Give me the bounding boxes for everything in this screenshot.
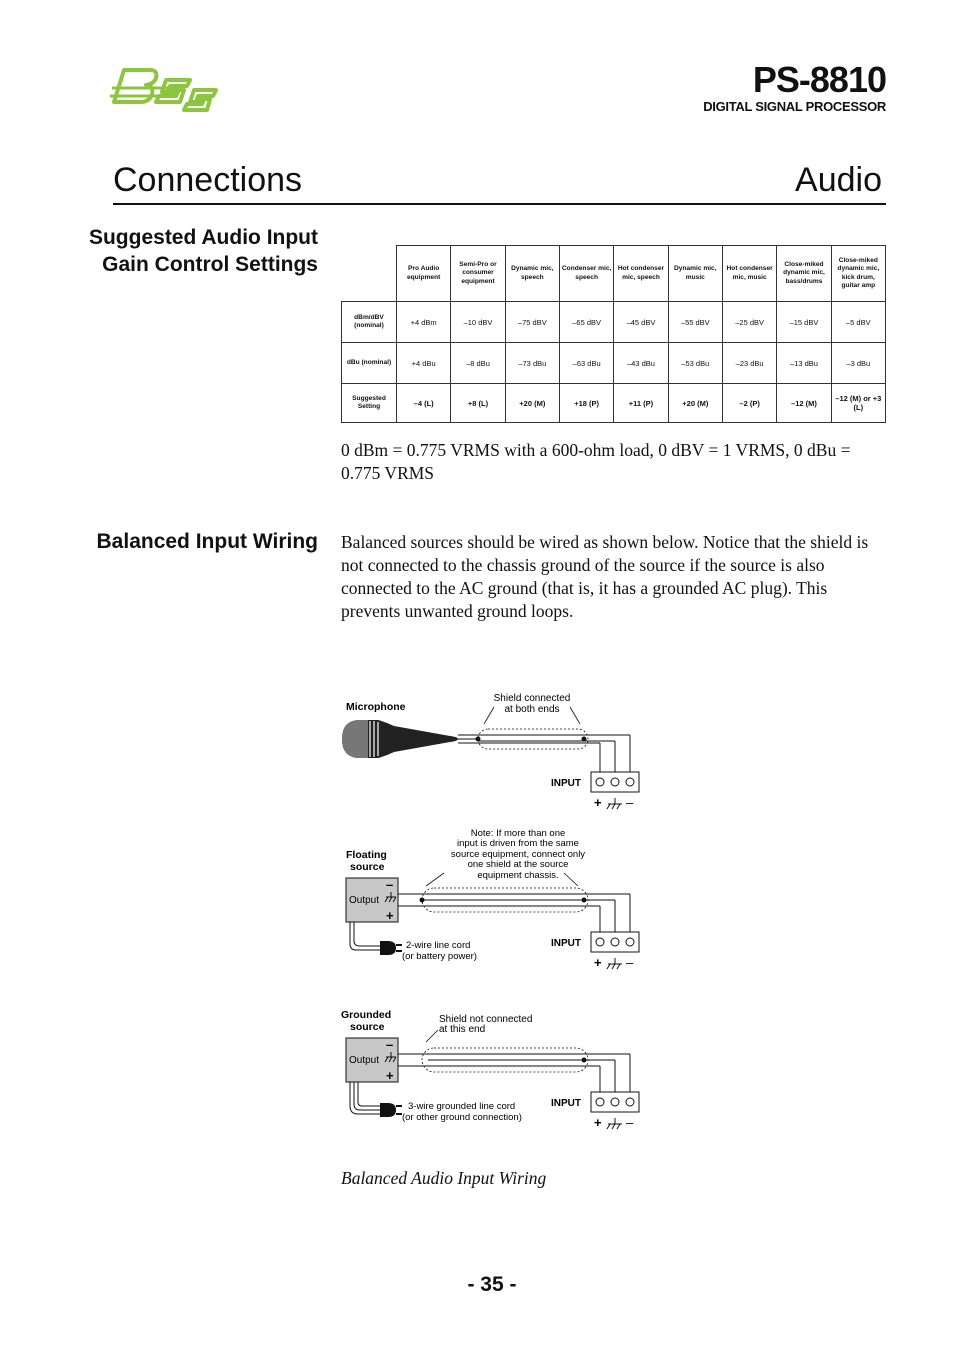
page-number: - 35 -	[467, 1273, 517, 1296]
table-cell: –12 (M) or +3 (L)	[831, 384, 885, 423]
table-cell: –63 dBu	[559, 343, 613, 384]
table-cell: –23 dBu	[722, 343, 776, 384]
terminal-plus: +	[594, 795, 602, 810]
input-label: INPUT	[551, 1098, 581, 1109]
grounded-label: Grounded	[341, 1009, 392, 1021]
microphone-icon	[342, 720, 458, 758]
floating-label: source	[350, 861, 385, 873]
table-cell: –15 dBV	[777, 302, 831, 343]
column-header: Hot condenser mic, music	[722, 246, 776, 302]
table-corner	[342, 246, 397, 302]
table-cell: +4 dBm	[397, 302, 451, 343]
column-header: Pro Audio equipment	[397, 246, 451, 302]
mic-label: Microphone	[346, 701, 406, 713]
input-terminal-block	[591, 772, 639, 792]
table-cell: +8 (L)	[451, 384, 505, 423]
balanced-wiring-heading: Balanced Input Wiring	[96, 530, 318, 553]
source-minus: –	[386, 1037, 394, 1052]
gain-settings-table	[341, 245, 886, 423]
floating-note-line: Note: If more than one	[470, 828, 566, 839]
terminal-plus: +	[594, 955, 602, 970]
source-plus: +	[386, 1068, 394, 1083]
balanced-wiring-diagram	[338, 686, 648, 1136]
row-header: Suggested Setting	[342, 384, 397, 423]
table-cell: +20 (M)	[668, 384, 722, 423]
terminal-minus: –	[626, 795, 634, 810]
table-cell: –25 dBV	[722, 302, 776, 343]
plug-icon	[380, 1103, 402, 1117]
column-header: Close-miked dynamic mic, kick drum, guitar amp	[831, 246, 885, 302]
product-subtitle: DIGITAL SIGNAL PROCESSOR	[703, 99, 886, 114]
page-section-title: Audio	[795, 161, 882, 199]
table-cell: –73 dBu	[505, 343, 559, 384]
title-rule	[113, 203, 886, 205]
table-cell: +20 (M)	[505, 384, 559, 423]
terminal-plus: +	[594, 1115, 602, 1130]
chassis-ground-icon	[607, 1118, 622, 1129]
grounded-shield-note: at this end	[439, 1024, 486, 1035]
terminal-minus: –	[626, 1115, 634, 1130]
page-title: Connections	[113, 161, 303, 199]
table-cell: +11 (P)	[614, 384, 668, 423]
table-row	[342, 343, 886, 384]
grounded-shield-note: Shield not connected	[439, 1014, 533, 1025]
table-cell: –45 dBV	[614, 302, 668, 343]
input-label: INPUT	[551, 778, 581, 789]
table-row	[342, 384, 886, 423]
callout-line	[570, 707, 580, 724]
callout-line	[484, 707, 494, 724]
diagram-caption: Balanced Audio Input Wiring	[341, 1168, 547, 1188]
table-cell: –2 (P)	[722, 384, 776, 423]
table-cell: –5 dBV	[831, 302, 885, 343]
grounded-cord-label: 3-wire grounded line cord	[408, 1101, 516, 1112]
column-header: Dynamic mic, speech	[505, 246, 559, 302]
floating-note-line: equipment chassis.	[477, 870, 559, 881]
mic-shield-note: at both ends	[504, 704, 560, 715]
model-name: PS-8810	[752, 59, 886, 100]
floating-note-line: one shield at the source	[467, 859, 569, 870]
column-header: Hot condenser mic, speech	[614, 246, 668, 302]
input-label: INPUT	[551, 938, 581, 949]
table-cell: –8 dBu	[451, 343, 505, 384]
table-cell: +4 dBu	[397, 343, 451, 384]
table-cell: –13 dBu	[777, 343, 831, 384]
output-label: Output	[349, 895, 380, 906]
column-header: Condenser mic, speech	[559, 246, 613, 302]
table-cell: –12 (M)	[777, 384, 831, 423]
table-cell: –43 dBu	[614, 343, 668, 384]
bss-logo	[110, 66, 220, 116]
table-cell: –4 (L)	[397, 384, 451, 423]
chassis-ground-icon	[607, 798, 622, 809]
gain-settings-heading: Suggested Audio Input Gain Control Settings	[88, 226, 318, 276]
table-cell: –55 dBV	[668, 302, 722, 343]
row-header: dBu (nominal)	[342, 343, 397, 384]
input-terminal-block	[591, 1092, 639, 1112]
column-header: Semi-Pro or consumer equipment	[451, 246, 505, 302]
chassis-ground-icon	[607, 958, 622, 969]
output-label: Output	[349, 1055, 380, 1066]
column-header: Dynamic mic, music	[668, 246, 722, 302]
table-cell: –3 dBu	[831, 343, 885, 384]
balanced-wiring-paragraph: Balanced sources should be wired as shown below. Notice that the shield is not connected to the chassis ground of the source if the source is also connected to the AC ground (that is, it has a grounded AC plug). This prevents unwanted ground loops.	[341, 532, 869, 621]
grounded-label: source	[350, 1021, 385, 1033]
level-reference-note: 0 dBm = 0.775 VRMS with a 600-ohm load, 0 dBV = 1 VRMS, 0 dBu = 0.775 VRMS	[341, 440, 851, 483]
floating-label: Floating	[346, 849, 387, 861]
table-cell: –75 dBV	[505, 302, 559, 343]
source-plus: +	[386, 908, 394, 923]
table-cell: –65 dBV	[559, 302, 613, 343]
table-row	[342, 302, 886, 343]
floating-note-line: input is driven from the same	[457, 838, 579, 849]
mic-shield-note: Shield connected	[493, 693, 571, 704]
table-cell: +18 (P)	[559, 384, 613, 423]
input-terminal-block	[591, 932, 639, 952]
plug-icon	[380, 941, 402, 955]
table-cell: –53 dBu	[668, 343, 722, 384]
floating-note-line: source equipment, connect only	[450, 849, 586, 860]
floating-cord-label: 2-wire line cord	[406, 940, 471, 951]
column-header: Close-miked dynamic mic, bass/drums	[777, 246, 831, 302]
table-header-row	[342, 246, 886, 302]
terminal-minus: –	[626, 955, 634, 970]
row-header: dBm/dBV (nominal)	[342, 302, 397, 343]
floating-cord-label: (or battery power)	[402, 951, 477, 962]
source-minus: –	[386, 877, 394, 892]
table-cell: –10 dBV	[451, 302, 505, 343]
grounded-cord-label: (or other ground connection)	[402, 1112, 522, 1123]
